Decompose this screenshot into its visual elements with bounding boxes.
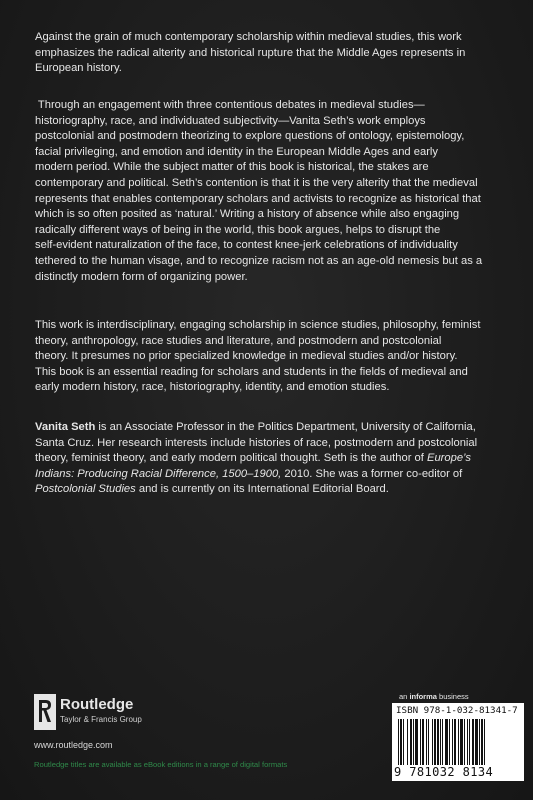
publisher-name: Routledge [60,696,134,713]
text-line: historiography, race, and individuated subjectivity—Vanita Seth’s work employs [35,114,426,127]
book-title: Indians: Producing Racial Difference, 1500–1900, [35,467,282,480]
bio-line [35,451,499,467]
publisher-website[interactable]: www.routledge.com [34,740,113,750]
informa-tagline [399,692,469,701]
text-line: Through an engagement with three contentious debates in medieval studies— [35,99,425,111]
author-name: Vanita Seth [35,421,96,433]
text-line: self-evident naturalization of the face, to contest knee-jerk celebrations of individuality [35,239,458,252]
bio-text: and is currently on its International Editorial Board. [135,483,389,496]
text-line: This work is interdisciplinary, engaging scholarship in science studies, philosophy, feminist [35,319,481,331]
text-line: distinctly modern form of organizing power. [35,270,248,283]
text-line: modern period. While the subject matter of this book is historical, the stakes are [35,161,429,174]
informa-prefix: an [399,692,410,701]
blurb-paragraph-2 [35,98,499,285]
text-line: theory, anthropology, race studies and literature, and postmodern and postcolonial [35,334,442,347]
barcode-bars [396,719,520,765]
bio-text: 2010. She was a former co-editor of [281,467,463,480]
informa-word: informa [409,692,437,701]
routledge-r-icon [34,694,56,730]
text-line: European history. [35,62,122,75]
text-line: theory. It presumes no prior specialized knowledge in medieval studies and/or history. [35,350,458,363]
text-line: radically different ways of being in the world, this book argues, helps to disrupt the [35,223,441,236]
text-line: represents that enables contemporary scholars and activists to recognize as historical that [35,192,481,205]
text-line: early modern history, race, historiography, identity, and emotion studies. [35,381,390,394]
text-line: tethered to the human visage, and to recognize racism not as an age-old nemesis but as a [35,254,483,267]
text-line: facial privileging, and emotion and identity in the European Middle Ages and early [35,145,439,158]
blurb-paragraph-1 [35,30,499,77]
text-line: contemporary and political. Seth’s contention is that it is the very alterity that the medieval [35,176,478,189]
bio-text: theory, feminist theory, and early modern political thought. Seth is the author of [35,452,427,465]
isbn-label: ISBN 978-1-032-81341-7 [396,705,518,716]
book-title: Europe’s [426,452,471,465]
bio-line [35,420,499,436]
author-bio [35,420,499,498]
publisher-logo [34,694,189,734]
text-line: postcolonial and postmodern theorizing to explore questions of ontology, epistemology, [35,130,465,143]
text-line: Against the grain of much contemporary scholarship within medieval studies, this work [35,31,462,43]
text-line: which is so often posited as ‘natural.’ Writing a history of absence while also engaging [35,208,460,221]
bio-line [35,482,499,498]
barcode-digits: 9 781032 8134 [394,765,494,779]
bio-line [35,467,499,483]
text-line: emphasizes the radical alterity and historical rupture that the Middle Ages represents in [35,46,466,59]
text-line: This book is an essential reading for scholars and students in the fields of medieval and [35,365,468,378]
bio-text: is an Associate Professor in the Politics Department, University of California, [95,421,476,433]
isbn-barcode [392,703,524,781]
ebook-note: Routledge titles are available as eBook editions in a range of digital formats [34,760,288,769]
journal-title: Postcolonial Studies [35,483,136,496]
blurb-paragraph-3 [35,318,499,396]
informa-suffix: business [436,692,469,701]
bio-line: Santa Cruz. Her research interests include histories of race, postmodern and postcolonial [35,436,478,449]
publisher-group: Taylor & Francis Group [60,715,142,724]
